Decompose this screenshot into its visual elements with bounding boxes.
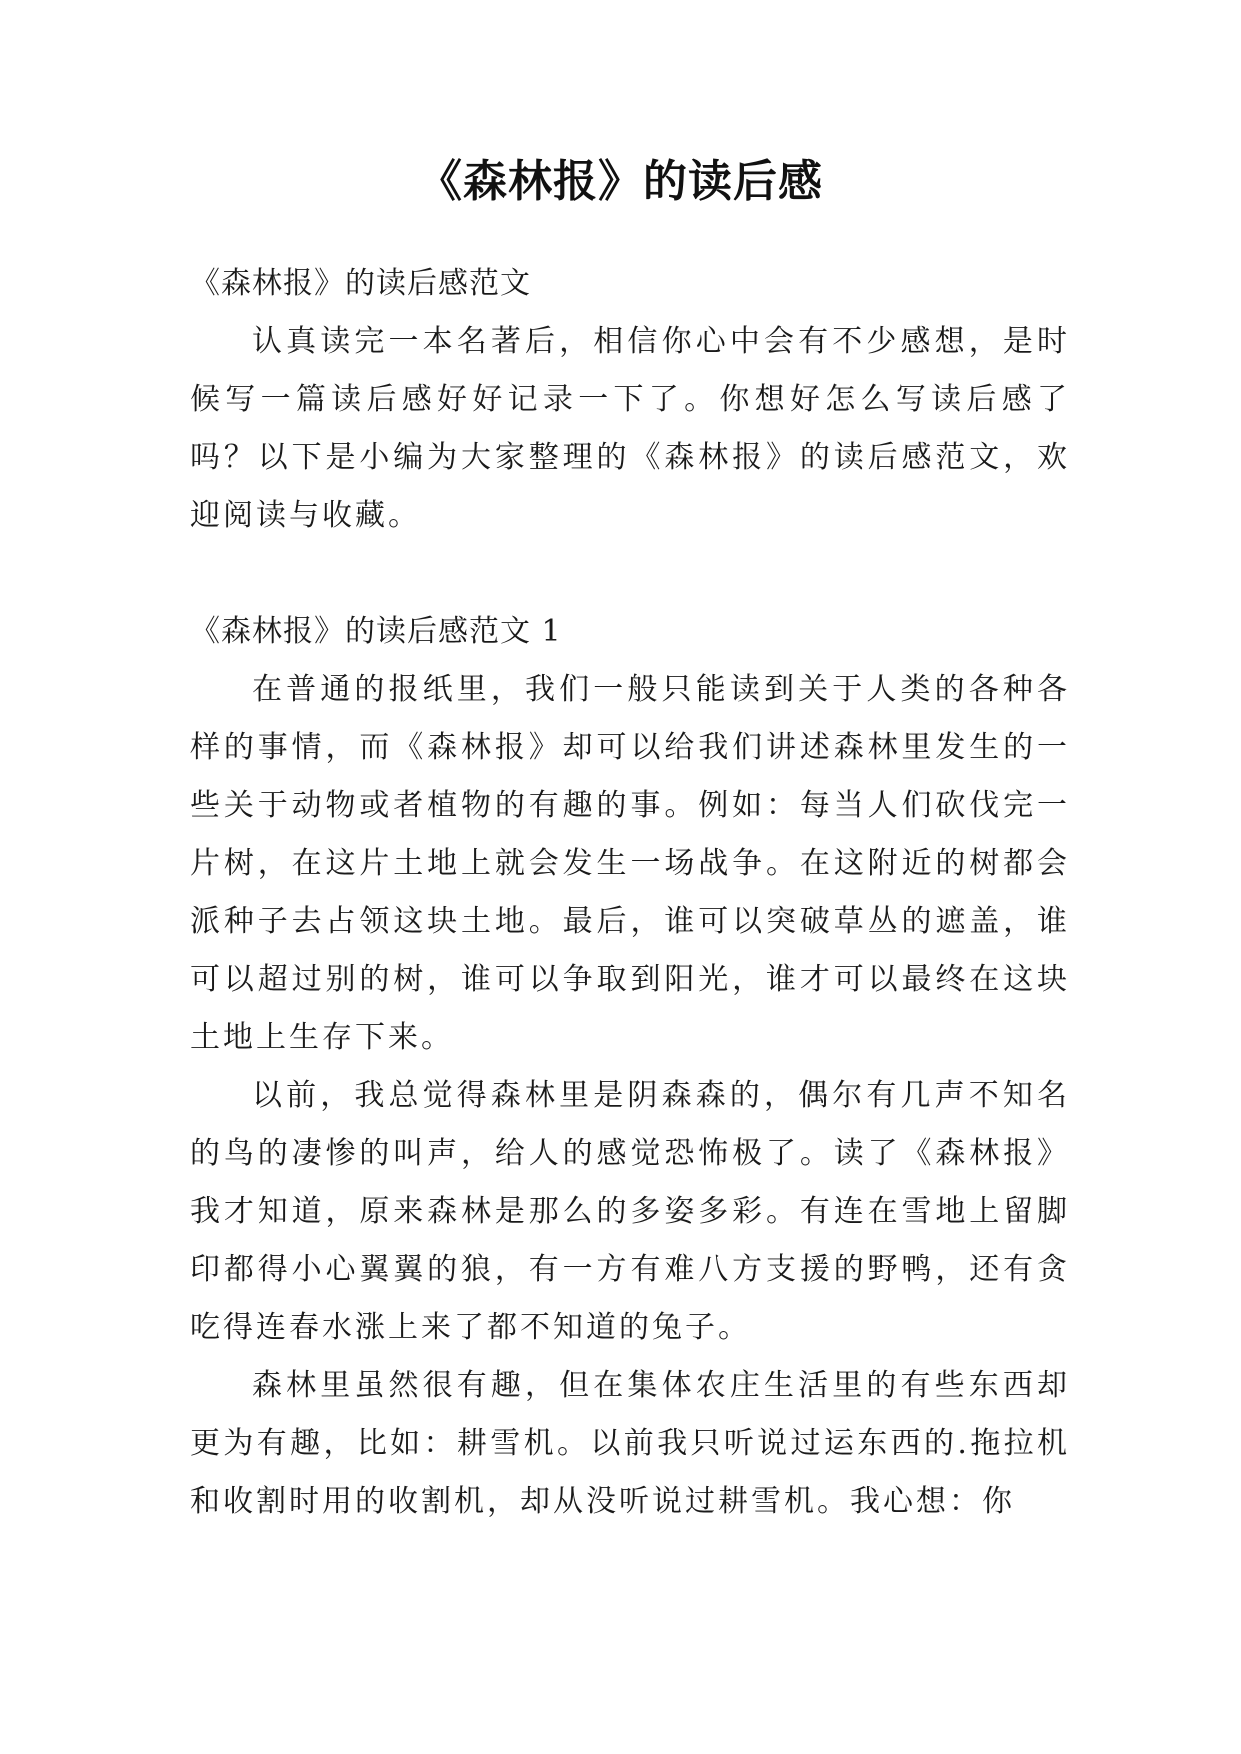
section1-paragraph-2: 以前，我总觉得森林里是阴森森的，偶尔有几声不知名的鸟的凄惨的叫声，给人的感觉恐怖极了。读了《森林报》我才知道，原来森林是那么的多姿多彩。有连在雪地上留脚印都得小心翼翼的狼，有一方有难八方支援的野鸭，还有贪吃得连春水涨上来了都不知道的兔子。 (190, 1078, 1070, 1345)
section1-paragraph-3: 森林里虽然很有趣，但在集体农庄生活里的有些东西却更为有趣，比如：耕雪机。以前我只听说过运东西的.拖拉机和收割时用的收割机，却从没听说过耕雪机。我心想：你 (190, 1368, 1070, 1519)
section-spacer (190, 545, 1070, 603)
document-body (190, 255, 1070, 1531)
section1-paragraph-1: 在普通的报纸里，我们一般只能读到关于人类的各种各样的事情，而《森林报》却可以给我们讲述森林里发生的一些关于动物或者植物的有趣的事。例如：每当人们砍伐完一片树，在这片土地上就会发生一场战争。在这附近的树都会派种子去占领这块土地。最后，谁可以突破草丛的遮盖，谁可以超过别的树，谁可以争取到阳光，谁才可以最终在这块土地上生存下来。 (190, 672, 1070, 1055)
document-title: 《森林报》的读后感 (418, 156, 823, 207)
intro-heading: 《森林报》的读后感范文 (190, 266, 531, 301)
section1-heading: 《森林报》的读后感范文 1 (190, 614, 562, 649)
intro-paragraph: 认真读完一本名著后，相信你心中会有不少感想，是时候写一篇读后感好好记录一下了。你想好怎么写读后感了吗？以下是小编为大家整理的《森林报》的读后感范文，欢迎阅读与收藏。 (190, 324, 1070, 533)
